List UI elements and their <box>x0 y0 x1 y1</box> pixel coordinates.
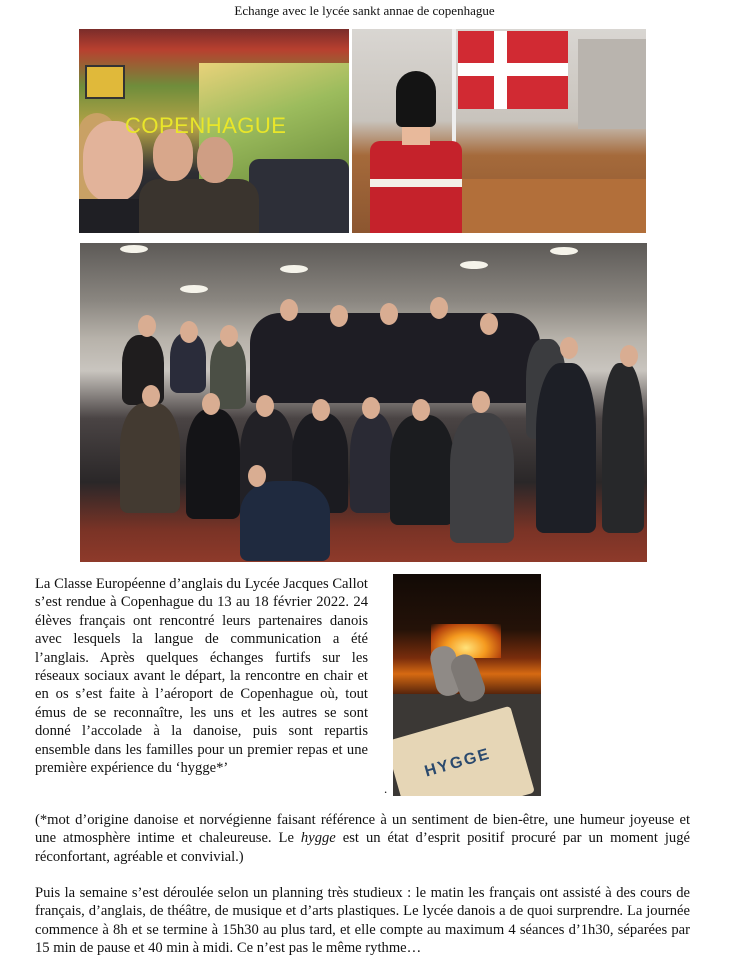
bus-selfie-photo <box>79 29 349 233</box>
intro-paragraph: La Classe Européenne d’anglais du Lycée Jacques Callot s’est rendue à Copenhague du 13 au 18 février 2022. 24 élèves français ont rencontré leurs partenaires danois avec lesquels la langue de communication a été l’anglais. Après quelques échanges furtifs sur les réseaux sociaux avant le départ, la rencontre en chair et en os s’est faite à l’aéroport de Copenhague où, tout émus de se reconnaître, les uns et les autres se sont donné l’accolade à la danoise, puis sont repartis ensemble dans les familles pour un premier repas et une première expérience du ‘hygge*’ <box>35 576 368 777</box>
note-text-2: est un état d’esprit positif procuré par un moment jugé réconfortant, agréable et convivial.) <box>35 830 691 865</box>
book-title: HYGGE <box>422 745 493 781</box>
danish-soldier-photo <box>352 29 646 233</box>
danish-flag-icon <box>458 31 568 109</box>
week-paragraph: Puis la semaine s’est déroulée selon un planning très studieux : le matin les français ont assisté à des cours de français, d’anglais, de théâtre, de musique et d’arts plastiques. Le lycée danois a de quoi surprendre. La journée commence à 8h et se termine à 15h30 au plus tard, et elle compte au maximum 4 séances d’1h30, séparées par 15 min de pause et 40 min à midi. Ce n’est pas le même rythme… <box>35 885 690 957</box>
hygge-fireplace-photo <box>393 574 541 796</box>
stray-dot: . <box>384 781 388 796</box>
note-emphasis: hygge <box>300 830 336 847</box>
photo-overlay-caption: COPENHAGUE <box>125 113 287 138</box>
hygge-definition-note <box>35 811 690 866</box>
group-photo <box>80 243 647 562</box>
page-title: Echange avec le lycée sankt annae de copenhague <box>234 3 495 18</box>
note-text-1: (*mot d’origine danoise et norvégienne faisant référence à un sentiment de bien-être, une humeur joyeuse et une atmosphère intime et chaleureuse. Le <box>35 812 690 847</box>
